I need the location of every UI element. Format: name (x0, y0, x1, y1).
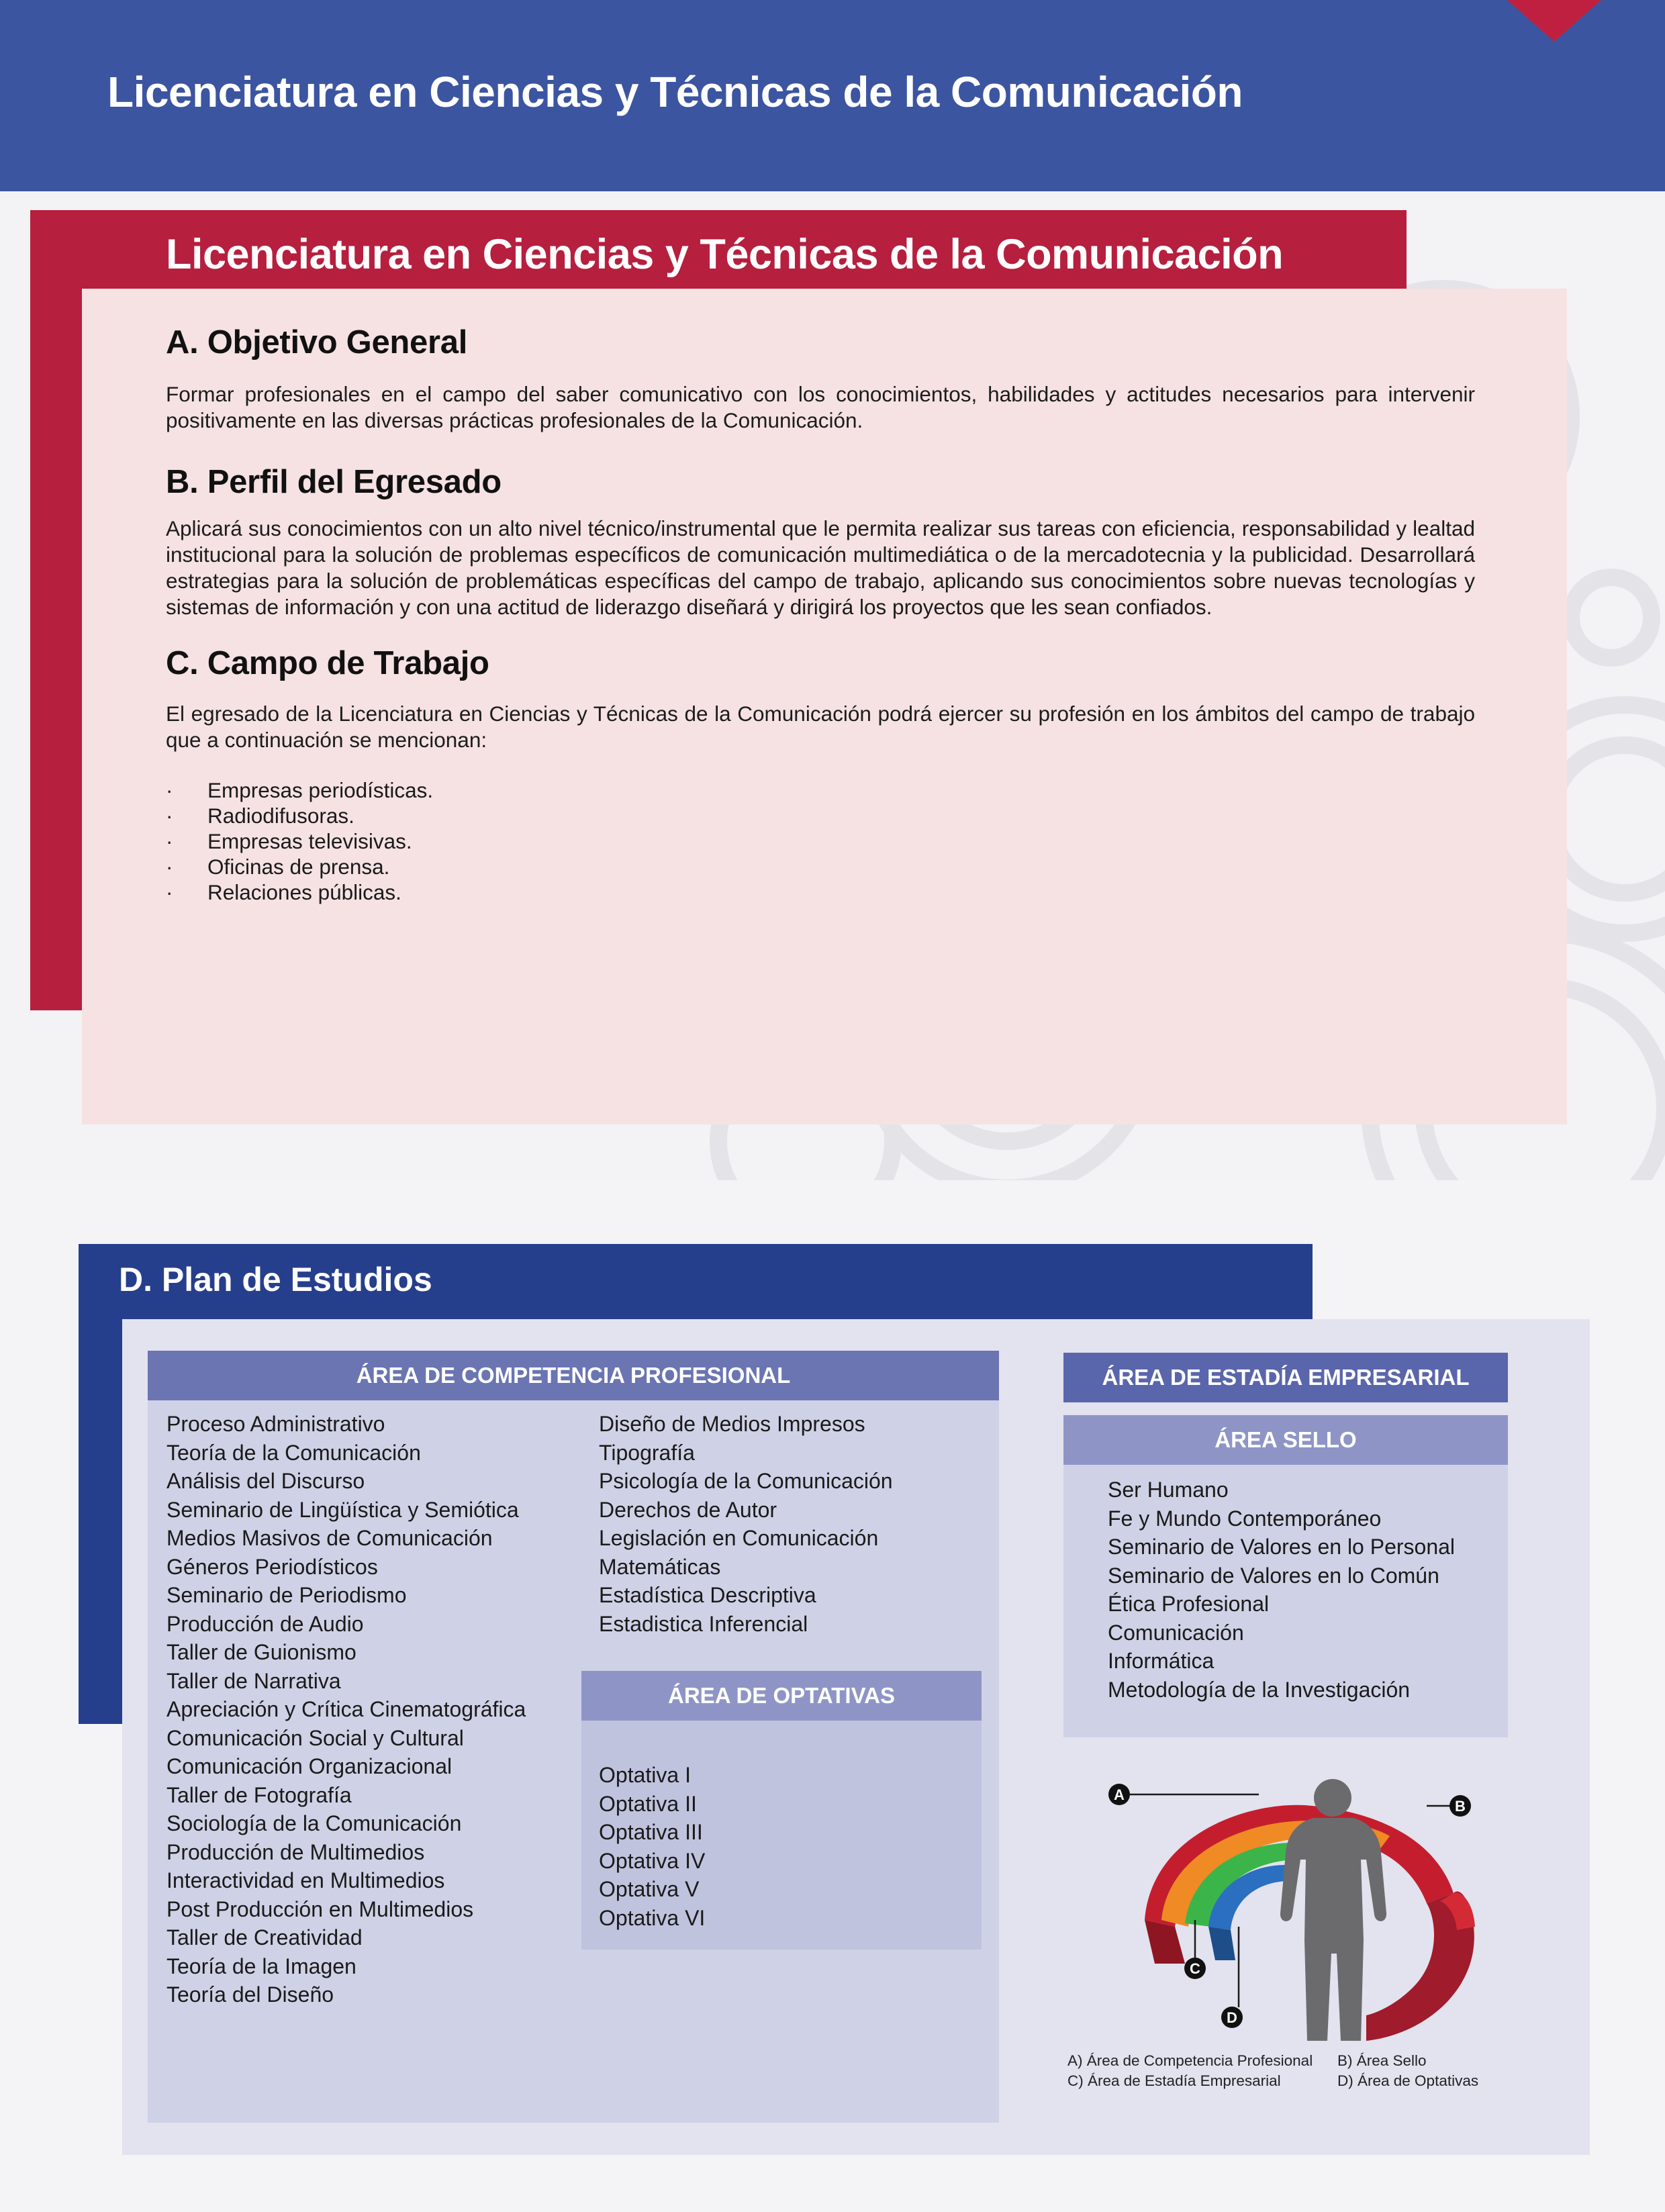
list-item: Optativa VI (599, 1905, 706, 1930)
perfil-text: Aplicará sus conocimientos con un alto nivel técnico/instrumental que le permita realizar sus tareas con eficiencia, responsabilidad y lealtad institucional para la solución de problemas específicos de comunicación multimediática o de la mercadotecnia y la publicidad. Desarrollará estrategias para la solución de problemáticas específicas del campo de trabajo, aplicando sus conocimientos sobre nuevas tecnologías y sistemas de información y con una actitud de liderazgo diseñará y dirigirá los proyectos que les sean confiados. (166, 516, 1475, 619)
top-header-banner (0, 0, 1665, 191)
legend-item-d: D) Área de Optativas (1337, 2072, 1479, 2089)
campo-list (166, 777, 1475, 905)
list-item: Seminario de Lingüística y Semiótica (166, 1497, 519, 1522)
bullet-dot: · (166, 829, 173, 853)
list-item: Optativa IV (599, 1848, 706, 1873)
list-item: Comunicación Social y Cultural (166, 1725, 464, 1750)
list-item: Informática (1108, 1649, 1215, 1673)
marker-d-label: D (1227, 2009, 1237, 2026)
optativas-heading: ÁREA DE OPTATIVAS (581, 1671, 982, 1721)
marker-a (1108, 1784, 1130, 1805)
areas-ring-diagram (1051, 1759, 1494, 2048)
bullet-dot: · (166, 778, 173, 802)
legend-item-c: C) Área de Estadía Empresarial (1067, 2072, 1281, 2089)
competencia-area-box (148, 1351, 999, 2123)
objetivo-text: Formar profesionales en el campo del saber comunicativo con los conocimientos, habilidades y actitudes necesarios para intervenir positivamente en las diversas prácticas profesionales de la Comunicación. (166, 382, 1475, 432)
list-item: Proceso Administrativo (166, 1412, 385, 1436)
list-item: Teoría de la Comunicación (166, 1440, 421, 1465)
list-item: Apreciación y Crítica Cinematográfica (166, 1697, 526, 1721)
list-item: Comunicación Organizacional (166, 1754, 453, 1778)
intro-title: Licenciatura en Ciencias y Técnicas de la Comunicación (166, 231, 1284, 278)
competencia-list-col2 (599, 1410, 893, 1638)
list-item: · Empresas televisivas. (166, 829, 412, 853)
list-item: Derechos de Autor (599, 1497, 777, 1522)
marker-b-label: B (1455, 1798, 1466, 1815)
marker-c-label: C (1190, 1960, 1200, 1977)
list-item: Post Producción en Multimedios (166, 1896, 474, 1921)
list-item: Comunicación (1108, 1620, 1244, 1645)
list-item: Taller de Guionismo (166, 1640, 356, 1664)
outer-ring-side (1145, 1920, 1185, 1964)
list-item: Seminario de Valores en lo Personal (1108, 1535, 1456, 1559)
sello-list (1108, 1476, 1455, 1704)
campo-heading: C. Campo de Trabajo (166, 645, 489, 681)
list-item: Matemáticas (599, 1554, 721, 1579)
list-item: Producción de Multimedios (166, 1839, 425, 1864)
list-item: Psicología de la Comunicación (599, 1469, 893, 1493)
list-item: Taller de Fotografía (166, 1782, 352, 1807)
objetivo-section (166, 324, 1475, 434)
list-item: Teoría del Diseño (166, 1982, 334, 2007)
list-item: Ser Humano (1108, 1478, 1229, 1502)
list-item: Seminario de Periodismo (166, 1583, 407, 1607)
campo-text: El egresado de la Licenciatura en Ciencias y Técnicas de la Comunicación podrá ejercer su profesión en los ámbitos del campo de trabajo que a continuación se mencionan: (166, 702, 1475, 752)
perfil-heading: B. Perfil del Egresado (166, 464, 502, 500)
list-item: Seminario de Valores en lo Común (1108, 1563, 1439, 1588)
optativas-list (599, 1761, 705, 1932)
list-item: Ética Profesional (1108, 1592, 1270, 1616)
estadia-area-box (1063, 1353, 1508, 1402)
diagram-legend-right (1337, 2051, 1478, 2091)
intro-content-panel (82, 289, 1567, 1124)
list-item: Optativa II (599, 1791, 697, 1816)
list-item: · Oficinas de prensa. (166, 855, 390, 879)
list-item: Interactividad en Multimedios (166, 1868, 445, 1892)
list-item: Tipografía (599, 1440, 695, 1465)
list-item: Fe y Mundo Contemporáneo (1108, 1506, 1382, 1531)
list-item: Metodología de la Investigación (1108, 1677, 1411, 1702)
list-item: Taller de Narrativa (166, 1668, 341, 1693)
campo-section (166, 644, 1475, 905)
legend-item-a: A) Área de Competencia Profesional (1067, 2052, 1313, 2069)
list-item: Géneros Periodísticos (166, 1554, 378, 1579)
marker-b (1449, 1795, 1471, 1817)
estadia-heading: ÁREA DE ESTADÍA EMPRESARIAL (1063, 1353, 1508, 1402)
list-item: Optativa I (599, 1763, 691, 1787)
list-item: Producción de Audio (166, 1611, 364, 1636)
perfil-section (166, 463, 1475, 620)
diagram-legend-left (1067, 2051, 1313, 2091)
sello-heading: ÁREA SELLO (1063, 1415, 1508, 1465)
legend-item-b: B) Área Sello (1337, 2052, 1427, 2069)
marker-c (1184, 1958, 1206, 1979)
list-item: Sociología de la Comunicación (166, 1811, 462, 1835)
plan-title: D. Plan de Estudios (119, 1261, 432, 1298)
corner-triangle-decoration (1507, 0, 1601, 42)
marker-d (1221, 2007, 1243, 2028)
list-item: · Radiodifusoras. (166, 804, 354, 828)
list-item: Taller de Creatividad (166, 1925, 363, 1950)
optativas-area-box (581, 1671, 982, 1950)
list-item: Legislación en Comunicación (599, 1526, 879, 1550)
bullet-dot: · (166, 804, 173, 828)
list-item: · Empresas periodísticas. (166, 778, 434, 802)
list-item: Análisis del Discurso (166, 1469, 365, 1493)
marker-a-label: A (1114, 1786, 1125, 1803)
list-item: Teoría de la Imagen (166, 1954, 356, 1978)
objetivo-heading: A. Objetivo General (166, 324, 468, 360)
blue-ring-side (1208, 1927, 1235, 1960)
list-item: Medios Masivos de Comunicación (166, 1526, 493, 1550)
bullet-dot: · (166, 880, 173, 904)
list-item: Optativa V (599, 1877, 700, 1901)
list-item: Diseño de Medios Impresos (599, 1412, 865, 1436)
list-item: Estadistica Inferencial (599, 1611, 808, 1636)
list-item: Optativa III (599, 1820, 703, 1844)
list-item: · Relaciones públicas. (166, 880, 401, 904)
sello-area-box (1063, 1415, 1508, 1737)
competencia-list-col1 (166, 1410, 526, 2009)
bullet-dot: · (166, 855, 173, 879)
list-item: Estadística Descriptiva (599, 1583, 816, 1607)
header-title: Licenciatura en Ciencias y Técnicas de la Comunicación (107, 68, 1243, 116)
competencia-heading: ÁREA DE COMPETENCIA PROFESIONAL (148, 1351, 999, 1400)
